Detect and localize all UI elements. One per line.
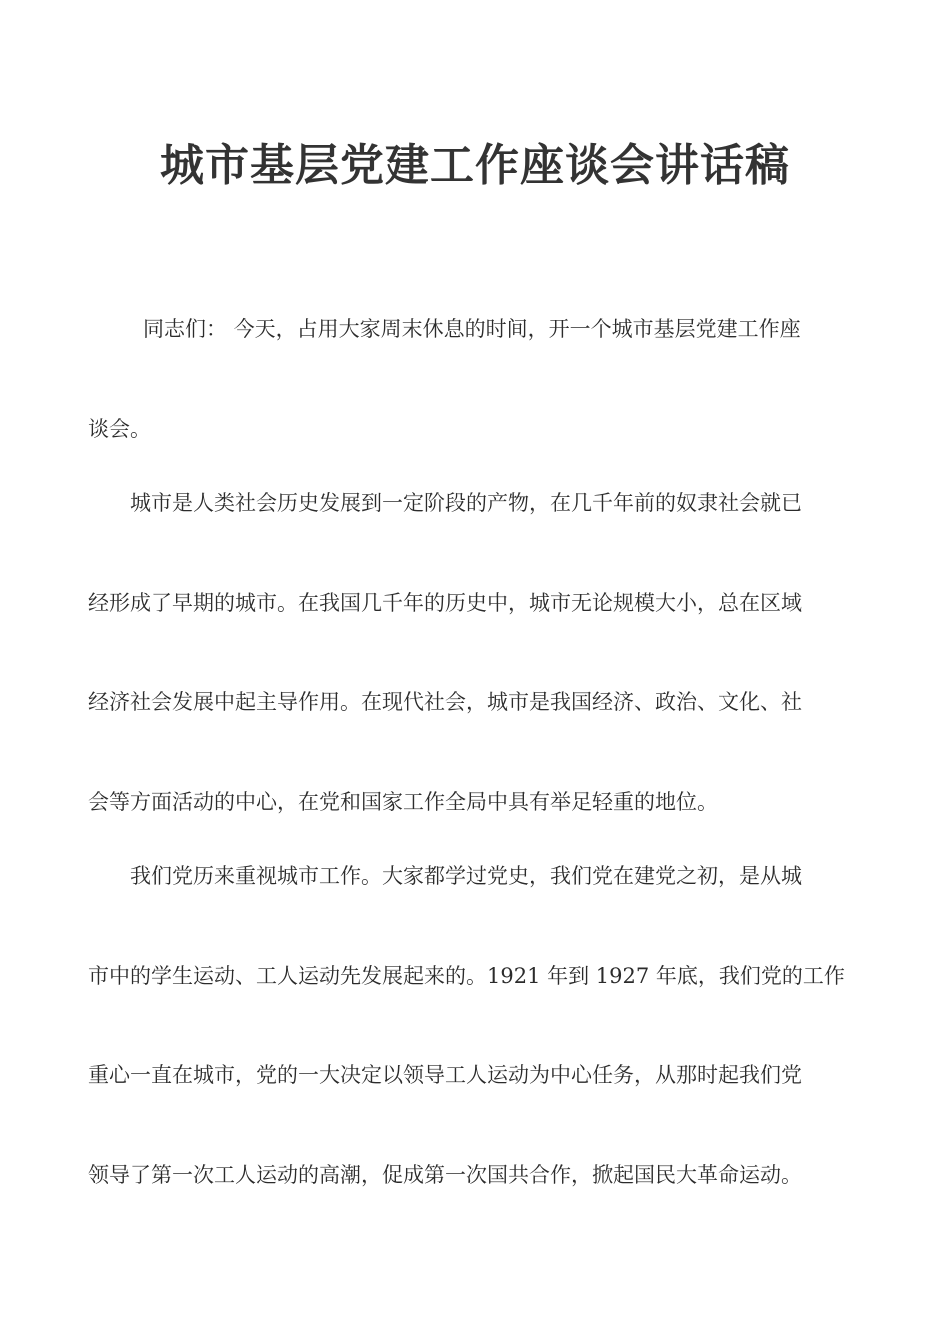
- paragraph-3-line-3: 重心一直在城市，党的一大决定以领导工人运动为中心任务，从那时起我们党: [88, 1063, 802, 1087]
- paragraph-3-line-4: 领导了第一次工人运动的高潮，促成第一次国共合作，掀起国民大革命运动。: [88, 1163, 802, 1187]
- paragraph-2-line-2: 经形成了早期的城市。在我国几千年的历史中，城市无论规模大小，总在区域: [88, 591, 802, 615]
- paragraph-1-line-2: 谈会。: [88, 417, 151, 441]
- paragraph-2-line-3: 经济社会发展中起主导作用。在现代社会，城市是我国经济、政治、文化、社: [88, 690, 802, 714]
- paragraph-1-line-1: 同志们： 今天，占用大家周末休息的时间，开一个城市基层党建工作座: [143, 317, 801, 341]
- paragraph-2-line-1: 城市是人类社会历史发展到一定阶段的产物，在几千年前的奴隶社会就已: [130, 491, 802, 515]
- paragraph-3-line-2: 市中的学生运动、工人运动先发展起来的。1921 年到 1927 年底，我们党的工作: [88, 964, 845, 988]
- document-title: 城市基层党建工作座谈会讲话稿: [160, 140, 790, 191]
- paragraph-3-line-1: 我们党历来重视城市工作。大家都学过党史，我们党在建党之初，是从城: [130, 864, 802, 888]
- paragraph-2-line-4: 会等方面活动的中心，在党和国家工作全局中具有举足轻重的地位。: [88, 790, 718, 814]
